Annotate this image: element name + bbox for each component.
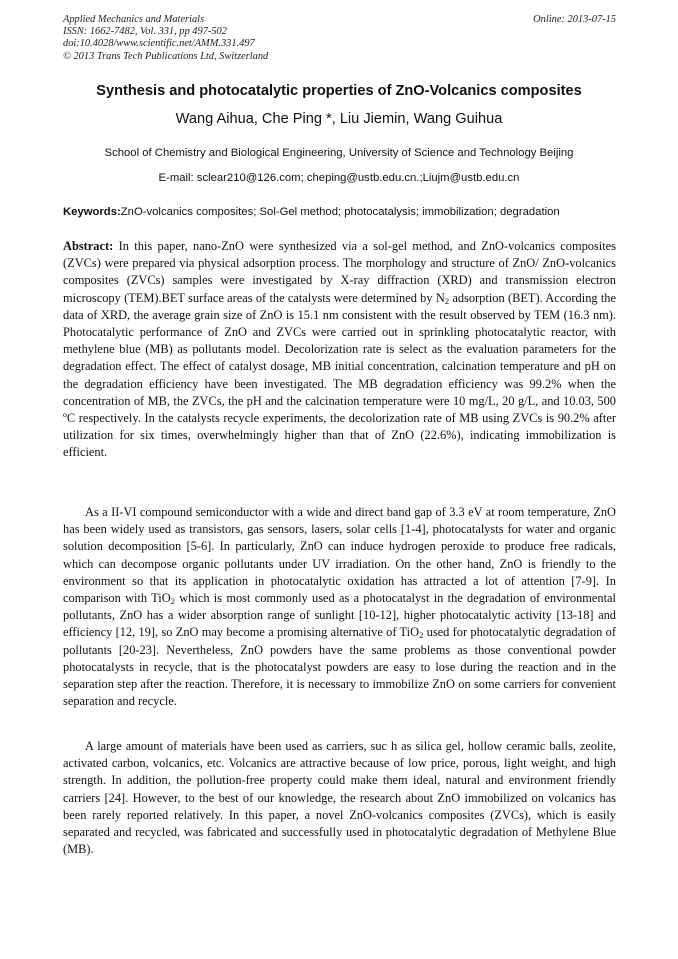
paper-title: Synthesis and photocatalytic properties of ZnO-Volcanics composites (96, 83, 582, 99)
abstract-text-2: adsorption (BET). According the data of XRD, the average grain size of ZnO is 15.1 nm consistent with the result observed by TEM (16.3 nm). Photocatalytic performance of ZnO and ZVCs were carried out in sprinkling photocatalytic reactor, with methylene blue (MB) as pollutants model. Decolorization rate is select as the evaluation parameters for the degradation effect. The effect of catalyst dosage, MB initial concentration, calcination temperature and pH on the degradation efficiency have been investigated. The MB degradation efficiency was 99.2% when the concentration of MB, the ZVCs, the pH and the calcination temperature were 10 mg/L, 20 g/L, and 10.03, 500 ºC respectively. In the catalysts recycle experiments, the decolorization rate of MB using ZVCs is 90.2% after utilization for six times, overwhelmingly higher than that of ZnO (22.6%), indicating immobilization is efficient. (63, 290, 617, 460)
intro-paragraph-2: A large amount of materials have been used as carriers, suc h as silica gel, hollow ceramic balls, zeolite, activated carbon, volcanics, etc. Volcanics are attractive because of low price, porous, light weight, and high strength. In addition, the pollution-free property could make them ideal, natural and environment friendly carriers [24]. However, to the best of our knowledge, the research about ZnO immobilized on volcanics has been rarely reported relatively. In this paper, a novel ZnO-volcanics composites (ZVCs), which is easily separated and recycled, was fabricated and successfully used in photocatalytic degradation of Methylene Blue (MB). (63, 739, 616, 857)
email-line: E-mail: sclear210@126.com; cheping@ustb.edu.cn.;Liujm@ustb.edu.cn (158, 172, 520, 184)
journal-name: Applied Mechanics and Materials (63, 14, 205, 25)
intro-p1-text-2: which is most commonly used as a photocatalyst in the degradation of environmental pollutants, ZnO has a wider absorption range of sunlight [10-12], higher photocatalytic activity [13-18] and efficiency [12, 19], so ZnO may become a promising alternative of TiO (63, 591, 616, 640)
abstract-text-1: In this paper, nano-ZnO were synthesized via a sol-gel method, and ZnO-volcanics composites (ZVCs) were prepared via physical adsorption process. The morphology and structure of ZnO/ ZnO-volcanics composites (ZVCs) samples were investigated by X-ray diffraction (XRD) and transmission electron microscopy (TEM).BET surface areas of the catalysts were determined by N (63, 239, 616, 305)
issn-line: ISSN: 1662-7482, Vol. 331, pp 497-502 (63, 26, 227, 38)
doi-line: doi:10.4028/www.scientific.net/AMM.331.497 (63, 38, 255, 50)
abstract-subscript: 2 (444, 295, 450, 306)
keywords-line (63, 206, 623, 218)
intro-p1-text-3: used for photocatalytic degradation of pollutants [20-23]. Nevertheless, ZnO powders have the same problems as those conventional powder photocatalysts in recycle, that is the photocatalyst powders are easy to lose during the reaction and in the separation step after the reaction. Therefore, it is necessary to immobilize ZnO on some carriers for convenient separation and recycle. (63, 625, 616, 709)
intro-p1-subscript-2: 2 (419, 630, 424, 641)
abstract-label: Abstract: (63, 239, 114, 253)
keywords-label: Keywords: (63, 206, 121, 218)
affiliation: School of Chemistry and Biological Engineering, University of Science and Technology Beijing (104, 147, 574, 159)
intro-p1-subscript-1: 2 (170, 596, 175, 607)
keywords-text: ZnO-volcanics composites; Sol-Gel method; photocatalysis; immobilization; degradation (120, 206, 560, 218)
online-date: Online: 2013-07-15 (533, 14, 616, 25)
author-list: Wang Aihua, Che Ping *, Liu Jiemin, Wang Guihua (175, 111, 503, 127)
journal-header (63, 14, 616, 63)
copyright-line: © 2013 Trans Tech Publications Ltd, Switzerland (63, 50, 269, 62)
abstract-paragraph (63, 238, 616, 462)
intro-p1-text-1: As a II-VI compound semiconductor with a wide and direct band gap of 3.3 eV at room temperature, ZnO has been widely used as transistors, gas sensors, lasers, solar cells [1-4], photocatalysts for water and organic solution decomposition [5-6]. In particularly, ZnO can induce hydrogen peroxide to produce free radicals, which can decompose organic pollutants under UV irradiation. On the other hand, ZnO is friendly to the environment so that its application in photocatalytic oxidation has attracted a lot of attention [7-9]. In comparison with TiO (63, 505, 616, 606)
intro-paragraph-1 (63, 504, 616, 710)
